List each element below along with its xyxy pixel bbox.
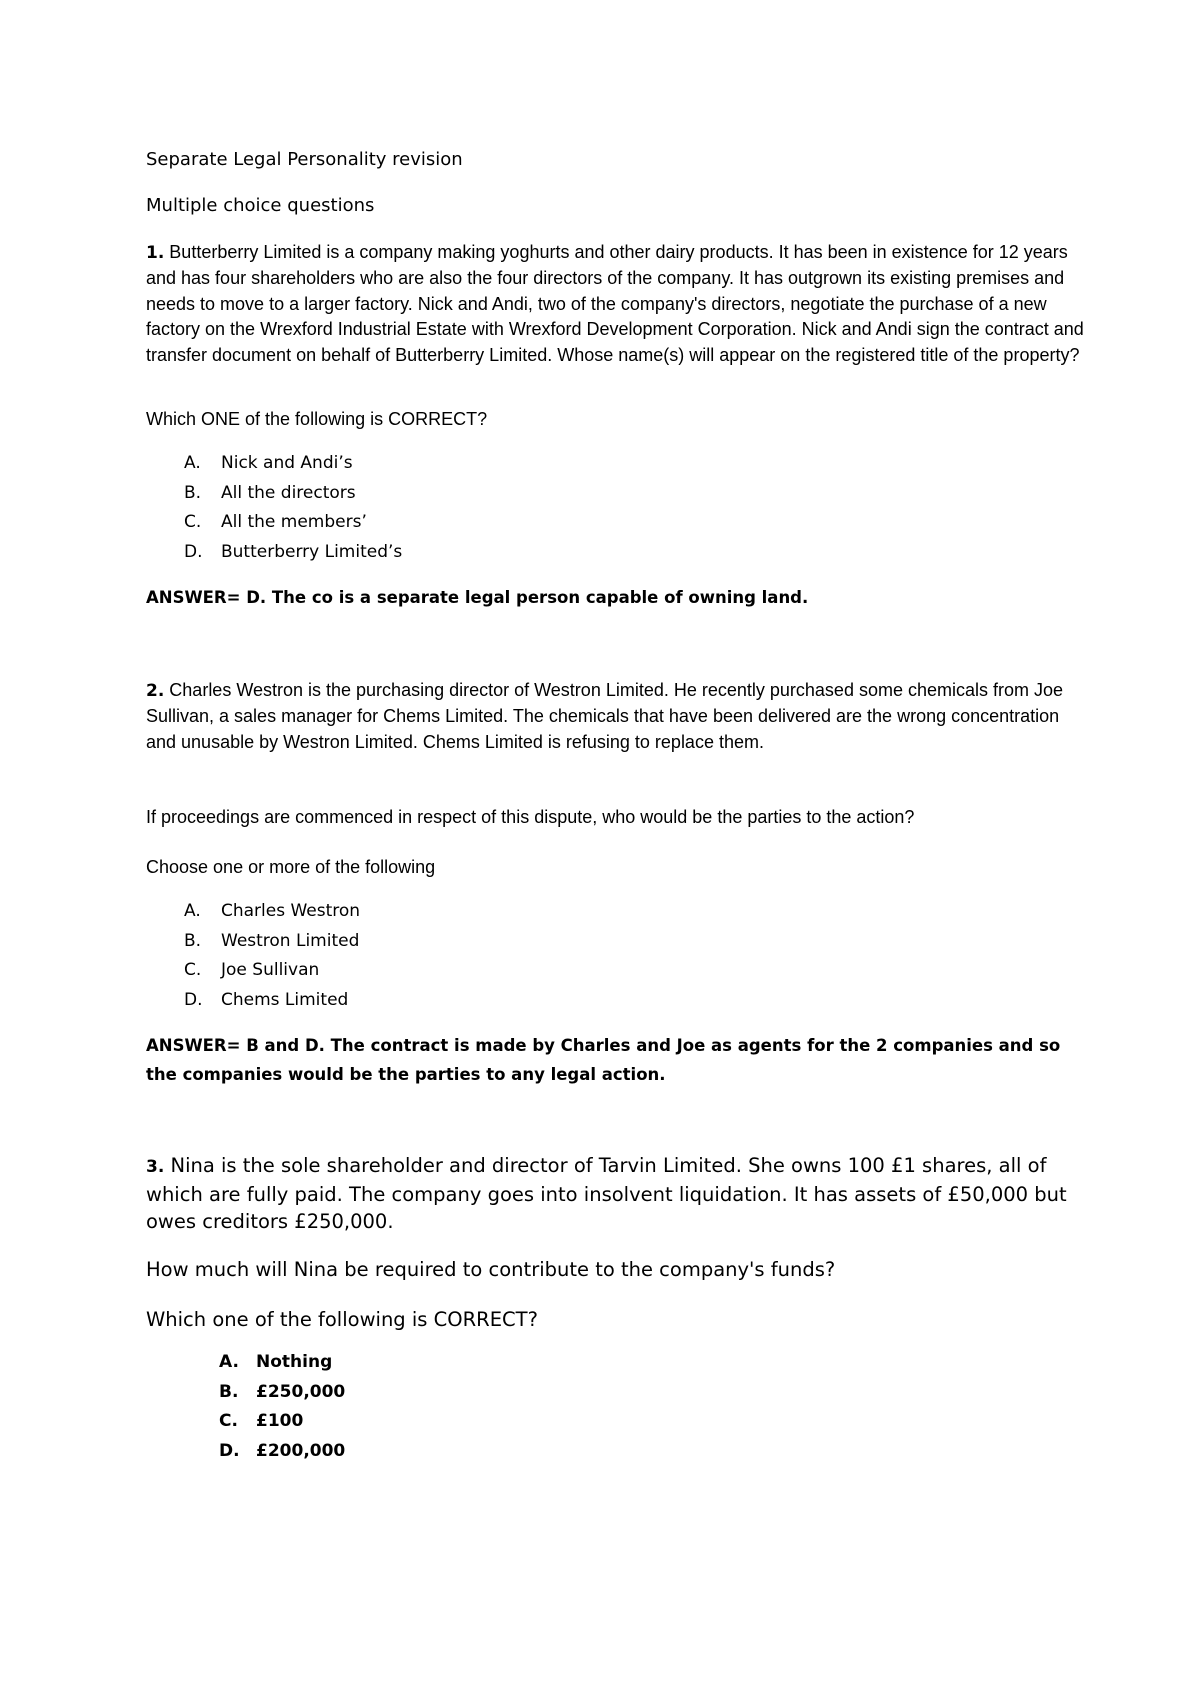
question-2-prompt-block — [146, 855, 1086, 880]
question-1-option-a — [146, 449, 1086, 479]
question-2-answer: ANSWER= B and D. The contract is made by Charles and Joe as agents for the 2 companies and so the companies would be the parties to any legal action. — [146, 1036, 1061, 1084]
question-3-number: 3. — [146, 1157, 165, 1177]
option-text: All the directors — [221, 482, 356, 503]
option-letter: B. — [184, 482, 202, 503]
option-letter: C. — [184, 960, 202, 980]
question-1-text — [146, 240, 1086, 368]
question-2 — [146, 678, 1086, 755]
option-text: All the members’ — [221, 512, 367, 532]
question-3-question: How much will Nina be required to contribute to the company's funds? — [146, 1258, 836, 1281]
option-text: Butterberry Limited’s — [221, 541, 403, 562]
question-2-body: Charles Westron is the purchasing director of Westron Limited. He recently purchased some chemicals from Joe Sullivan, a sales manager for Chems Limited. The chemicals that have been delivered are the wrong concentration and unusable by Westron Limited. Chems Limited is refusing to replace them. — [146, 680, 1064, 752]
question-2-prompt: Choose one or more of the following — [146, 857, 436, 877]
option-text: Joe Sullivan — [221, 960, 320, 980]
option-text: Nothing — [256, 1352, 333, 1372]
question-3-option-d — [146, 1437, 1086, 1467]
question-1-prompt: Which ONE of the following is CORRECT? — [146, 409, 488, 429]
option-text: Chems Limited — [221, 989, 349, 1010]
option-text: Nick and Andi’s — [221, 453, 353, 473]
option-text: Westron Limited — [221, 930, 360, 951]
option-letter: B. — [184, 930, 202, 951]
question-1-body: Butterberry Limited is a company making yoghurts and other dairy products. It has been in existence for 12 years and has four shareholders who are also the four directors of the company. It has outgrown its existing premises and needs to move to a larger factory. Nick and Andi, two of the company's directors, negotiate the purchase of a new factory on the Wrexford Industrial Estate with Wrexford Development Corporation. Nick and Andi sign the contract and transfer document on behalf of Butterberry Limited. Whose name(s) will appear on the registered title of the property? — [146, 242, 1084, 365]
question-3-question-block — [146, 1256, 1086, 1283]
question-1-options — [146, 449, 1086, 567]
question-3-prompt: Which one of the following is CORRECT? — [146, 1308, 538, 1331]
option-letter: B. — [219, 1381, 239, 1402]
question-3-option-a — [146, 1348, 1086, 1378]
question-2-option-a — [146, 897, 1086, 927]
question-2-option-b — [146, 927, 1086, 957]
question-2-question: If proceedings are commenced in respect of this dispute, who would be the parties to the action? — [146, 807, 915, 827]
option-text: Charles Westron — [221, 901, 361, 921]
option-letter: D. — [184, 541, 203, 562]
option-letter: D. — [184, 989, 203, 1010]
option-text: £250,000 — [256, 1381, 346, 1402]
question-1-option-c — [146, 508, 1086, 538]
option-letter: C. — [219, 1411, 238, 1431]
option-text: £100 — [256, 1411, 304, 1431]
question-2-number: 2. — [146, 681, 165, 701]
question-1-number: 1. — [146, 243, 165, 263]
question-2-options — [146, 897, 1086, 1015]
question-3-body: Nina is the sole shareholder and director of Tarvin Limited. She owns 100 £1 shares, all of which are fully paid. The company goes into insolvent liquidation. It has assets of £50,000 but owes creditors £250,000. — [146, 1154, 1067, 1233]
question-3-option-b — [146, 1378, 1086, 1408]
question-1-option-b — [146, 479, 1086, 509]
question-2-option-c — [146, 956, 1086, 986]
question-1 — [146, 240, 1086, 368]
question-3-option-c — [146, 1407, 1086, 1437]
question-2-option-d — [146, 986, 1086, 1016]
option-letter: A. — [184, 901, 201, 921]
document-subtitle: Multiple choice questions — [146, 195, 375, 216]
question-3 — [146, 1152, 1086, 1235]
question-1-answer-block — [146, 583, 1086, 612]
question-3-options — [146, 1348, 1086, 1466]
question-2-answer-block — [146, 1031, 1086, 1089]
option-letter: A. — [184, 453, 201, 473]
question-1-option-d — [146, 538, 1086, 568]
option-letter: C. — [184, 512, 202, 532]
question-3-prompt-block — [146, 1306, 1086, 1333]
option-letter: A. — [219, 1352, 239, 1372]
question-1-answer: ANSWER= D. The co is a separate legal person capable of owning land. — [146, 588, 809, 607]
question-2-question-block — [146, 805, 1086, 830]
document-title: Separate Legal Personality revision — [146, 149, 463, 170]
option-text: £200,000 — [256, 1440, 346, 1461]
question-1-prompt-block — [146, 407, 1086, 432]
question-3-text — [146, 1152, 1086, 1235]
option-letter: D. — [219, 1440, 240, 1461]
question-2-text — [146, 678, 1086, 755]
